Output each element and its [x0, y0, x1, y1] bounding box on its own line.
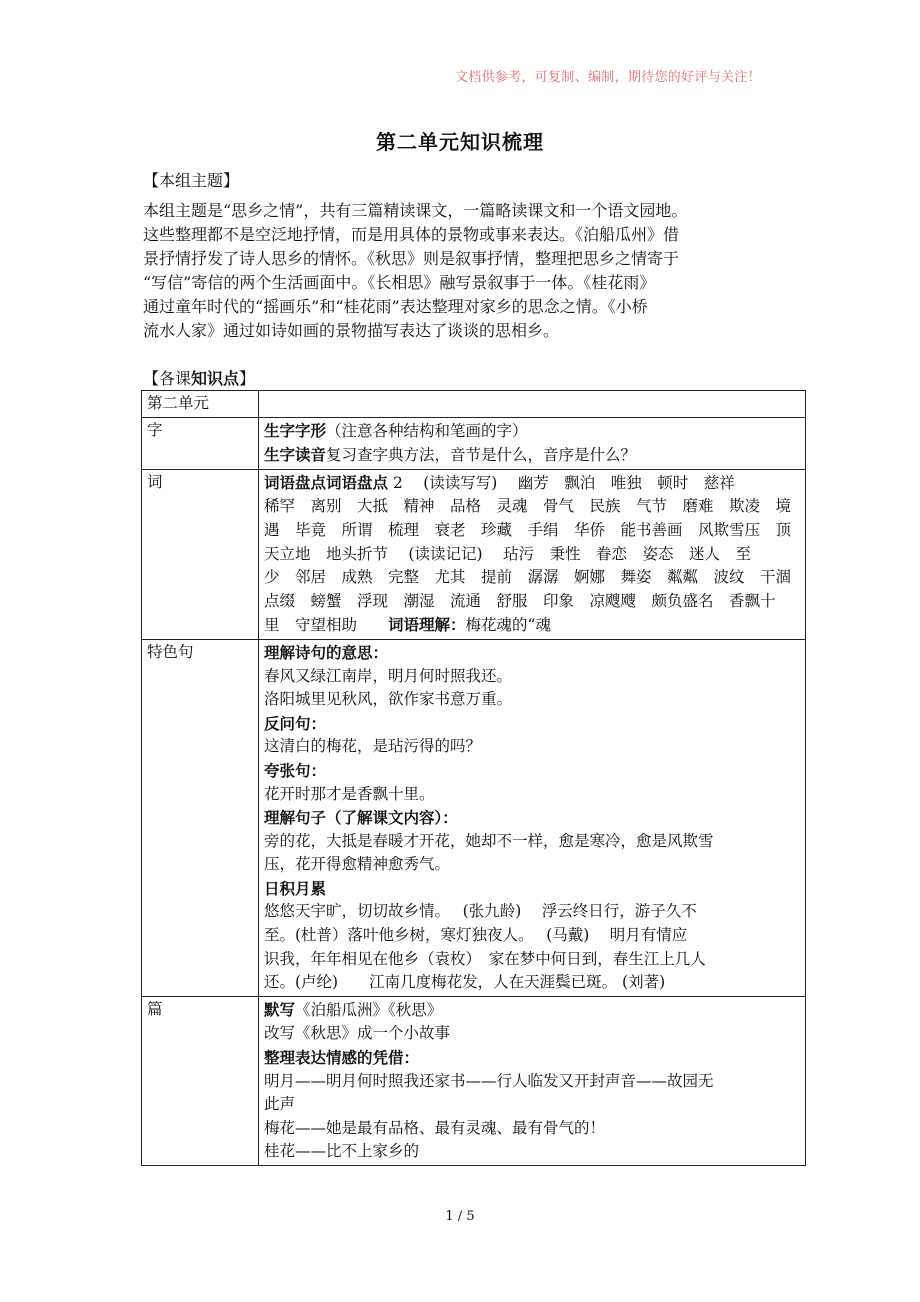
- watermark-text: 文档供参考，可复制、编制，期待您的好评与关注！: [455, 70, 761, 85]
- ci-line: 少 邻居 成熟 完整 尤其 提前 潺潺 婀娜 舞姿 粼粼 波纹 干涸: [264, 568, 792, 587]
- ju-label-cell: 特色句: [142, 639, 259, 996]
- zi-label-cell: 字: [142, 417, 259, 469]
- ci-label-cell: 词: [142, 469, 259, 639]
- ju-line: 旁的花，大抵是春暖才开花，她却不一样，愈是寒冷，愈是风欺雪: [264, 831, 714, 850]
- pian-line: 改写《秋思》成一个小故事: [264, 1024, 451, 1043]
- ju-line: 悠悠天宇旷，切切故乡情。 (张九龄) 浮云终日行，游子久不: [264, 902, 697, 921]
- ci-line: [264, 613, 801, 638]
- ci-line: 遇 毕竟 所谓 梳理 衰老 珍藏 手绢 华侨 能书善画 风欺雪压 顶: [264, 520, 792, 539]
- theme-heading: 【本组主题】: [143, 171, 240, 190]
- ju-heading: 日积月累: [264, 878, 327, 898]
- ci-line1-bold: 词语盘点词语盘点: [264, 472, 389, 492]
- ju-content-cell: [259, 639, 806, 996]
- pian-line: 明月——明月何时照我还家书——行人临发又开封声音——故园无: [264, 1071, 714, 1090]
- theme-paragraph: [143, 199, 793, 343]
- ci-line: [264, 471, 801, 496]
- theme-line: 流水人家》通过如诗如画的景物描写表达了谈谈的思相乡。: [143, 321, 560, 340]
- ci-line: 稀罕 离别 大抵 精神 品格 灵魂 骨气 民族 气节 磨难 欺凌 境: [264, 497, 792, 516]
- zi-line1-bold: 生字字形: [264, 420, 327, 440]
- table-row-pian: [142, 996, 806, 1165]
- table-row-unit: [142, 391, 806, 418]
- ju-line: 花开时那才是香飘十里。: [264, 784, 435, 803]
- ju-line: 至。(杜普）落叶他乡树，寒灯独夜人。 (马戴) 明月有情应: [264, 926, 688, 945]
- zi-line: [264, 443, 801, 468]
- ju-line: 春风又绿江南岸，明月何时照我还。: [264, 666, 513, 685]
- pian-line: 桂花——比不上家乡的: [264, 1142, 420, 1161]
- pian-line1-text: 《泊船瓜洲》《秋思》: [295, 1000, 443, 1019]
- theme-line: 通过童年时代的“摇画乐”和“桂花雨”表达整理对家乡的思念之情。《小桥: [143, 297, 648, 316]
- theme-line: 这些整理都不是空泛地抒情，而是用具体的景物或事来表达。《泊船瓜州》借: [143, 225, 680, 244]
- pian-line: [264, 998, 801, 1023]
- ju-line: 还。(卢纶) 江南几度梅花发，人在天涯鬓已斑。 (刘著): [264, 973, 666, 992]
- ci-line1-text: 2 (读读写写) 幽芳 飘泊 唯独 顿时 慈祥: [388, 473, 735, 492]
- ju-line: 洛阳城里见秋风，欲作家书意万重。: [264, 690, 513, 709]
- pian-heading: 整理表达情感的凭借：: [264, 1048, 420, 1068]
- ci-line: 天立地 地头折节 (读读记记) 玷污 秉性 眷恋 姿态 迷人 至: [264, 544, 751, 563]
- knowledge-table: [141, 390, 806, 1166]
- knowledge-heading-suffix: 】: [239, 369, 256, 388]
- pian-label-cell: 篇: [142, 996, 259, 1165]
- ci-line: 点缀 螃蟹 浮现 潮湿 流通 舒服 印象 凉飕飕 颇负盛名 香飘十: [264, 591, 776, 610]
- ci-content-cell: [259, 469, 806, 639]
- unit-label-cell: 第二单元: [142, 391, 259, 418]
- pian-line1-bold: 默写: [264, 999, 296, 1019]
- theme-line: “写信”寄信的两个生活画面中。《长相思》融写景叙事于一体。《桂花雨》: [143, 273, 656, 292]
- ju-line: 识我，年年相见在他乡（袁枚） 家在梦中何日到，春生江上几人: [264, 949, 706, 968]
- page-number: 1 / 5: [445, 1209, 475, 1224]
- table-row-zi: [142, 417, 806, 469]
- pian-line: 此声: [264, 1095, 296, 1114]
- ci-last-bold: 词语理解：: [388, 615, 466, 635]
- unit-content-cell: [259, 391, 806, 418]
- ci-last-text: 里 守望相助: [264, 616, 389, 635]
- theme-line: 本组主题是“思乡之情”，共有三篇精读课文，一篇略读课文和一个语文园地。: [143, 201, 688, 220]
- zi-line2-text: 复习查字典方法，音节是什么，音序是什么？: [326, 446, 637, 465]
- ju-line: 压，花开得愈精神愈秀气。: [264, 855, 451, 874]
- page-title: 第二单元知识梳理: [376, 130, 544, 154]
- ju-heading: 理解诗句的意思：: [264, 642, 389, 662]
- theme-line: 景抒情抒发了诗人思乡的情怀。《秋思》则是叙事抒情，整理把思乡之情寄于: [143, 249, 680, 268]
- ju-heading: 理解句子（了解课文内容）：: [264, 808, 458, 828]
- zi-line1-text: （注意各种结构和笔画的字）: [326, 421, 528, 440]
- knowledge-heading-bold: 知识点: [191, 369, 240, 388]
- ju-heading: 反问句：: [264, 713, 327, 733]
- ci-last-rest: 梅花魂的“魂: [465, 616, 551, 635]
- ju-line: 这清白的梅花，是玷污得的吗？: [264, 737, 482, 756]
- zi-line2-bold: 生字读音: [264, 445, 327, 465]
- knowledge-heading: [143, 366, 255, 389]
- knowledge-heading-prefix: 【各课: [143, 369, 192, 388]
- zi-line: [264, 419, 801, 444]
- table-row-ci: [142, 469, 806, 639]
- ju-heading: 夸张句：: [264, 760, 327, 780]
- zi-content-cell: [259, 417, 806, 469]
- pian-line: 梅花——她是最有品格、最有灵魂、最有骨气的！: [264, 1118, 606, 1137]
- table-row-ju: [142, 639, 806, 996]
- pian-content-cell: [259, 996, 806, 1165]
